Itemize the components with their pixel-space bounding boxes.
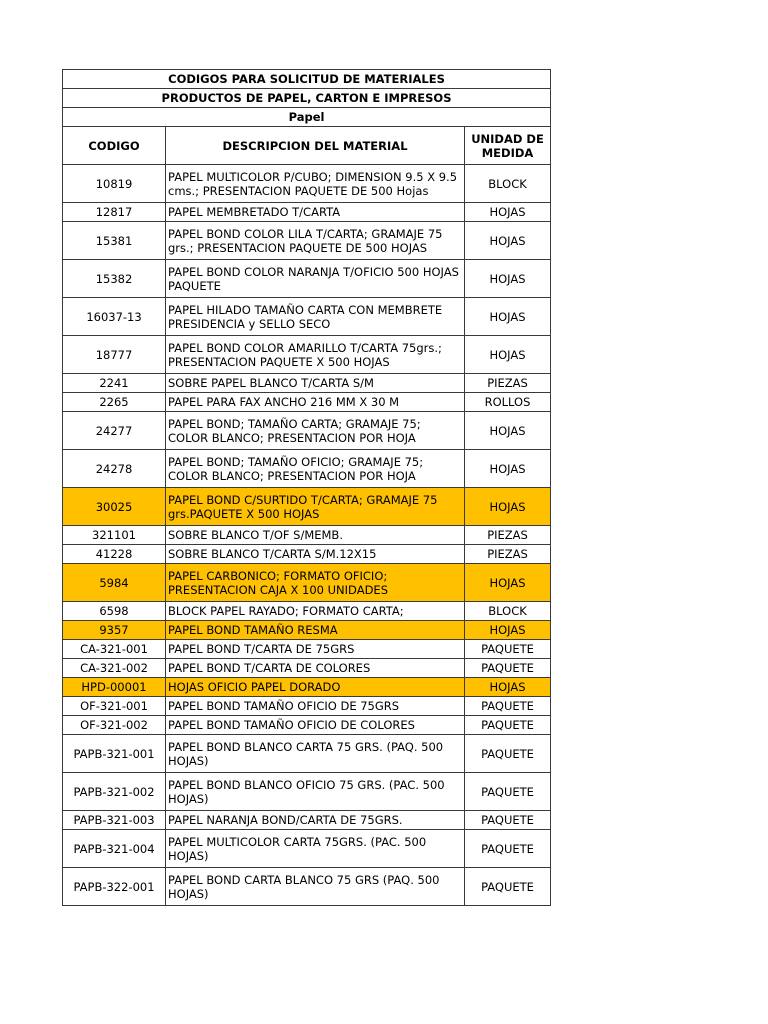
material-description: HOJAS OFICIO PAPEL DORADO	[166, 678, 465, 697]
material-code: 321101	[63, 526, 166, 545]
material-code: 6598	[63, 602, 166, 621]
material-description: PAPEL MULTICOLOR P/CUBO; DIMENSION 9.5 X 9.5 cms.; PRESENTACION PAQUETE DE 500 Hojas	[166, 165, 465, 203]
material-unit: ROLLOS	[465, 393, 551, 412]
material-code: OF-321-002	[63, 716, 166, 735]
material-unit: PAQUETE	[465, 697, 551, 716]
material-unit: PAQUETE	[465, 811, 551, 830]
material-code: 24277	[63, 412, 166, 450]
table-row	[63, 545, 551, 564]
table-row	[63, 450, 551, 488]
table-row	[63, 393, 551, 412]
material-code: 16037-13	[63, 298, 166, 336]
material-code: PAPB-321-004	[63, 830, 166, 868]
material-unit: HOJAS	[465, 203, 551, 222]
material-description: PAPEL NARANJA BOND/CARTA DE 75GRS.	[166, 811, 465, 830]
material-description: PAPEL BOND TAMAÑO OFICIO DE COLORES	[166, 716, 465, 735]
material-description: SOBRE PAPEL BLANCO T/CARTA S/M	[166, 374, 465, 393]
material-unit: HOJAS	[465, 298, 551, 336]
table-row	[63, 298, 551, 336]
material-code: PAPB-321-003	[63, 811, 166, 830]
material-unit: HOJAS	[465, 260, 551, 298]
material-description: PAPEL CARBONICO; FORMATO OFICIO; PRESENTACION CAJA X 100 UNIDADES	[166, 564, 465, 602]
category-title: Papel	[63, 108, 551, 127]
material-description: PAPEL PARA FAX ANCHO 216 MM X 30 M	[166, 393, 465, 412]
table-row	[63, 222, 551, 260]
table-row	[63, 621, 551, 640]
material-code: CA-321-001	[63, 640, 166, 659]
material-unit: HOJAS	[465, 488, 551, 526]
material-unit: PIEZAS	[465, 526, 551, 545]
material-description: PAPEL BOND C/SURTIDO T/CARTA; GRAMAJE 75 grs.PAQUETE X 500 HOJAS	[166, 488, 465, 526]
table-row	[63, 165, 551, 203]
material-description: PAPEL BOND BLANCO CARTA 75 GRS. (PAQ. 500 HOJAS)	[166, 735, 465, 773]
material-description: PAPEL BOND BLANCO OFICIO 75 GRS. (PAC. 500 HOJAS)	[166, 773, 465, 811]
material-unit: PAQUETE	[465, 773, 551, 811]
material-code: 5984	[63, 564, 166, 602]
material-code: CA-321-002	[63, 659, 166, 678]
table-row	[63, 488, 551, 526]
material-unit: HOJAS	[465, 336, 551, 374]
material-description: PAPEL BOND COLOR NARANJA T/OFICIO 500 HOJAS PAQUETE	[166, 260, 465, 298]
column-header-description: DESCRIPCION DEL MATERIAL	[166, 127, 465, 165]
material-code: 2265	[63, 393, 166, 412]
materials-table	[62, 69, 551, 906]
material-unit: BLOCK	[465, 602, 551, 621]
material-code: PAPB-321-001	[63, 735, 166, 773]
material-unit: PIEZAS	[465, 374, 551, 393]
material-description: PAPEL BOND T/CARTA DE 75GRS	[166, 640, 465, 659]
material-unit: HOJAS	[465, 621, 551, 640]
table-row	[63, 716, 551, 735]
material-description: PAPEL BOND COLOR AMARILLO T/CARTA 75grs.; PRESENTACION PAQUETE X 500 HOJAS	[166, 336, 465, 374]
material-unit: HOJAS	[465, 564, 551, 602]
table-row	[63, 602, 551, 621]
category-row	[63, 108, 551, 127]
material-unit: HOJAS	[465, 222, 551, 260]
material-description: PAPEL MEMBRETADO T/CARTA	[166, 203, 465, 222]
material-unit: PIEZAS	[465, 545, 551, 564]
material-description: PAPEL HILADO TAMAÑO CARTA CON MEMBRETE PRESIDENCIA y SELLO SECO	[166, 298, 465, 336]
material-code: 41228	[63, 545, 166, 564]
header-row	[63, 127, 551, 165]
material-unit: PAQUETE	[465, 735, 551, 773]
material-unit: HOJAS	[465, 450, 551, 488]
table-row	[63, 640, 551, 659]
material-description: SOBRE BLANCO T/CARTA S/M.12X15	[166, 545, 465, 564]
material-code: 2241	[63, 374, 166, 393]
material-description: PAPEL BOND CARTA BLANCO 75 GRS (PAQ. 500 HOJAS)	[166, 868, 465, 906]
column-header-code: CODIGO	[63, 127, 166, 165]
table-row	[63, 830, 551, 868]
material-code: PAPB-321-002	[63, 773, 166, 811]
table-row	[63, 868, 551, 906]
table-row	[63, 203, 551, 222]
material-code: OF-321-001	[63, 697, 166, 716]
table-row	[63, 260, 551, 298]
table-row	[63, 811, 551, 830]
material-description: PAPEL BOND; TAMAÑO OFICIO; GRAMAJE 75; COLOR BLANCO; PRESENTACION POR HOJA	[166, 450, 465, 488]
material-code: 18777	[63, 336, 166, 374]
material-description: SOBRE BLANCO T/OF S/MEMB.	[166, 526, 465, 545]
column-header-unit: UNIDAD DE MEDIDA	[465, 127, 551, 165]
material-unit: HOJAS	[465, 678, 551, 697]
material-code: PAPB-322-001	[63, 868, 166, 906]
table-row	[63, 412, 551, 450]
material-unit: PAQUETE	[465, 830, 551, 868]
material-description: PAPEL BOND TAMAÑO RESMA	[166, 621, 465, 640]
material-code: 24278	[63, 450, 166, 488]
table-row	[63, 735, 551, 773]
material-code: 30025	[63, 488, 166, 526]
material-description: PAPEL BOND COLOR LILA T/CARTA; GRAMAJE 75 grs.; PRESENTACION PAQUETE DE 500 HOJAS	[166, 222, 465, 260]
table-row	[63, 374, 551, 393]
material-code: 15381	[63, 222, 166, 260]
material-unit: PAQUETE	[465, 868, 551, 906]
material-code: 15382	[63, 260, 166, 298]
material-unit: PAQUETE	[465, 716, 551, 735]
table-row	[63, 564, 551, 602]
material-unit: PAQUETE	[465, 659, 551, 678]
table-row	[63, 526, 551, 545]
material-unit: PAQUETE	[465, 640, 551, 659]
material-code: 9357	[63, 621, 166, 640]
material-description: PAPEL BOND T/CARTA DE COLORES	[166, 659, 465, 678]
material-code: 12817	[63, 203, 166, 222]
table-row	[63, 336, 551, 374]
material-description: BLOCK PAPEL RAYADO; FORMATO CARTA;	[166, 602, 465, 621]
material-description: PAPEL BOND; TAMAÑO CARTA; GRAMAJE 75; COLOR BLANCO; PRESENTACION POR HOJA	[166, 412, 465, 450]
sheet-title: CODIGOS PARA SOLICITUD DE MATERIALES	[63, 70, 551, 89]
material-unit: HOJAS	[465, 412, 551, 450]
table-row	[63, 659, 551, 678]
material-code: 10819	[63, 165, 166, 203]
table-row	[63, 678, 551, 697]
material-code: HPD-00001	[63, 678, 166, 697]
material-description: PAPEL MULTICOLOR CARTA 75GRS. (PAC. 500 HOJAS)	[166, 830, 465, 868]
section-row	[63, 89, 551, 108]
material-unit: BLOCK	[465, 165, 551, 203]
material-description: PAPEL BOND TAMAÑO OFICIO DE 75GRS	[166, 697, 465, 716]
title-row	[63, 70, 551, 89]
table-row	[63, 697, 551, 716]
section-title: PRODUCTOS DE PAPEL, CARTON E IMPRESOS	[63, 89, 551, 108]
table-row	[63, 773, 551, 811]
